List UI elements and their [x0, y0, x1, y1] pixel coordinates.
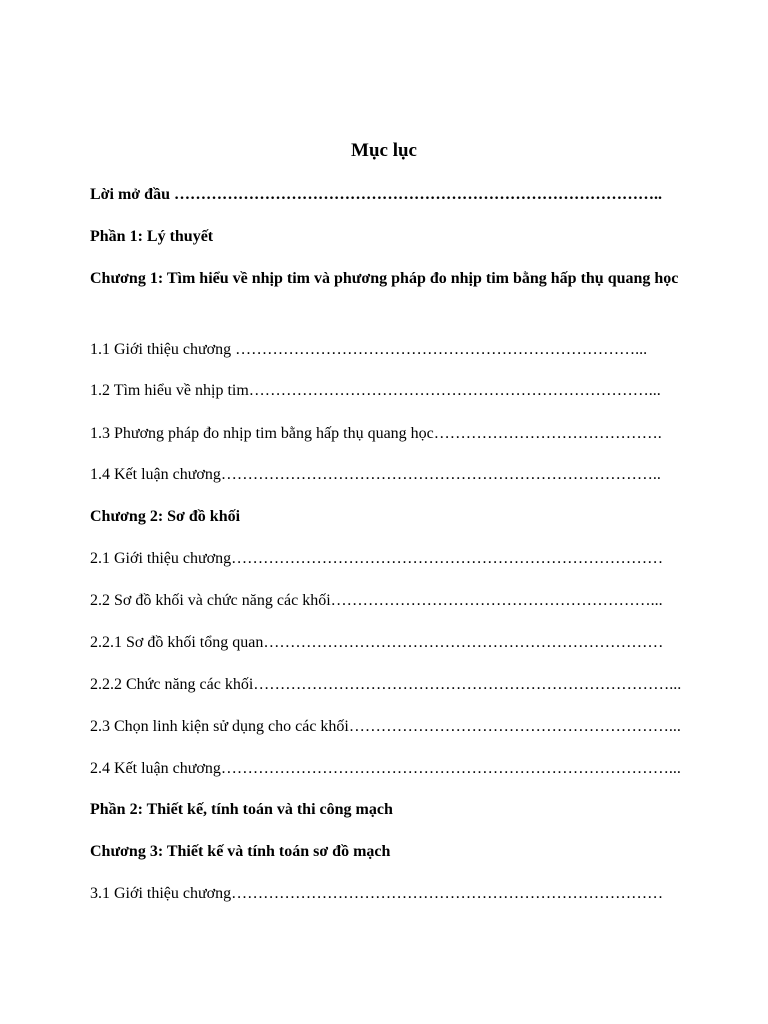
toc-entry-chapter-3: Chương 3: Thiết kế và tính toán sơ đồ mạch	[90, 843, 391, 860]
toc-entry-preface: Lời mở đầu ………………………………………………………………………………..	[90, 186, 662, 203]
toc-entry-1-3: 1.3 Phương pháp đo nhịp tim bằng hấp thụ quang học…………………………………….	[90, 425, 662, 442]
toc-entry-2-4: 2.4 Kết luận chương…………………………………………………………………………...	[90, 760, 681, 777]
toc-entry-3-1: 3.1 Giới thiệu chương………………………………………………………………………	[90, 885, 664, 902]
toc-entry-chapter-1: Chương 1: Tìm hiểu về nhịp tim và phương pháp đo nhịp tim bằng hấp thụ quang học	[90, 270, 679, 287]
toc-entry-1-1: 1.1 Giới thiệu chương …………………………………………………………………...	[90, 341, 648, 358]
toc-entry-2-2: 2.2 Sơ đồ khối và chức năng các khối……………………………………………………...	[90, 592, 663, 609]
toc-entry-part-1: Phần 1: Lý thuyết	[90, 228, 214, 245]
toc-entry-2-3: 2.3 Chọn linh kiện sử dụng cho các khối……………………………………………………...	[90, 718, 681, 735]
toc-entry-1-2: 1.2 Tìm hiểu về nhịp tim…………………………………………………………………...	[90, 382, 661, 399]
toc-entry-2-1: 2.1 Giới thiệu chương………………………………………………………………………	[90, 550, 664, 567]
toc-entry-part-2: Phần 2: Thiết kế, tính toán và thi công mạch	[90, 801, 393, 818]
toc-entry-2-2-2: 2.2.2 Chức năng các khối……………………………………………………………………...	[90, 676, 682, 693]
toc-entry-2-2-1: 2.2.1 Sơ đồ khối tổng quan…………………………………………………………………	[90, 634, 664, 651]
page-title: Mục lục	[351, 140, 417, 161]
toc-entry-chapter-2: Chương 2: Sơ đồ khối	[90, 508, 241, 525]
toc-entry-1-4: 1.4 Kết luận chương………………………………………………………………………..	[90, 466, 661, 483]
